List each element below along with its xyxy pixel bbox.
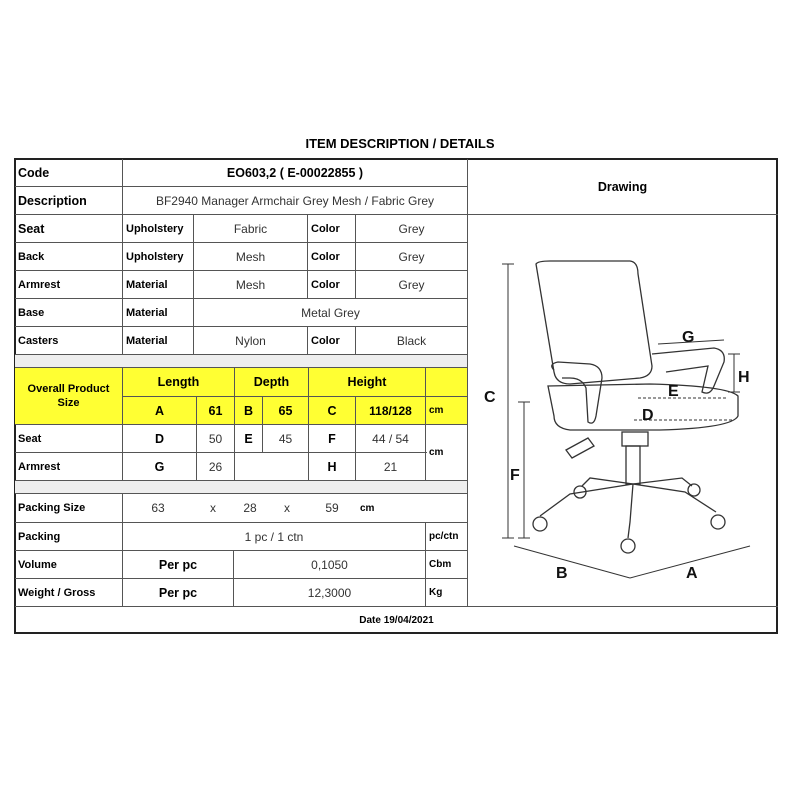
date-stamp: Date 19/04/2021 xyxy=(359,614,434,626)
weight-label: Weight / Gross xyxy=(18,586,96,599)
armrest-color-label: Color xyxy=(311,278,340,291)
volume-label: Volume xyxy=(18,558,57,571)
armrest-dims-label: Armrest xyxy=(18,460,61,473)
label-h: H xyxy=(738,369,750,386)
volume-unit: Cbm xyxy=(429,559,452,570)
caster-3 xyxy=(688,484,700,496)
casters-color-value: Black xyxy=(396,333,427,348)
dim-f-value: 44 / 54 xyxy=(372,431,409,446)
dim-g-key: G xyxy=(154,459,165,474)
packing-length: 63 xyxy=(151,501,165,515)
caster-5 xyxy=(621,539,635,553)
base-material-value: Metal Grey xyxy=(301,305,360,320)
base-label: Base xyxy=(18,306,45,319)
dim-h-key: H xyxy=(327,459,337,474)
armrest-material-value: Mesh xyxy=(235,277,266,292)
label-c: C xyxy=(484,389,496,406)
armrest-material-label: Material xyxy=(126,278,168,291)
casters-color-label: Color xyxy=(311,334,340,347)
packing-x2: x xyxy=(284,501,290,515)
casters-label: Casters xyxy=(18,334,59,347)
casters-material-label: Material xyxy=(126,334,168,347)
label-d: D xyxy=(642,407,654,424)
dim-f-key: F xyxy=(328,431,336,446)
back-color-label: Color xyxy=(311,250,340,263)
code-value: EO603,2 ( E-00022855 ) xyxy=(226,165,364,180)
back-upholstery-label: Upholstery xyxy=(126,250,184,263)
caster-1 xyxy=(533,517,547,531)
label-a: A xyxy=(686,565,698,582)
armrest-color-value: Grey xyxy=(398,277,425,292)
dim-c-key: C xyxy=(327,403,337,418)
packing-width: 28 xyxy=(243,501,257,515)
armrest-label: Armrest xyxy=(18,278,61,291)
packing-height: 59 xyxy=(325,501,339,515)
chair-lever xyxy=(566,438,594,458)
chair-left-armrest xyxy=(552,362,602,423)
label-b: B xyxy=(556,565,568,582)
description-label: Description xyxy=(18,193,87,208)
spacer-row xyxy=(15,481,467,493)
casters-material-value: Nylon xyxy=(235,333,266,348)
dim-d-value: 50 xyxy=(208,431,223,446)
code-label: Code xyxy=(18,165,50,180)
packing-label: Packing xyxy=(18,530,61,543)
volume-per: Per pc xyxy=(158,557,198,572)
dim-b-key: B xyxy=(243,403,254,418)
page-title: ITEM DESCRIPTION / DETAILS xyxy=(305,135,495,151)
drawing-label: Drawing xyxy=(597,179,648,194)
seat-color-value: Grey xyxy=(398,221,425,236)
length-header: Length xyxy=(157,375,200,389)
dim-d-key: D xyxy=(154,431,165,446)
dim-e-value: 45 xyxy=(278,431,293,446)
dim-g-value: 26 xyxy=(208,459,223,474)
overall-unit: cm xyxy=(429,405,444,416)
weight-unit: Kg xyxy=(429,587,443,598)
seat-upholstery-label: Upholstery xyxy=(126,222,184,235)
packing-x1: x xyxy=(210,501,216,515)
packing-size-label: Packing Size xyxy=(18,502,86,514)
back-color-value: Grey xyxy=(398,249,425,264)
spacer-row xyxy=(15,355,467,367)
back-upholstery-value: Mesh xyxy=(235,249,266,264)
packing-value: 1 pc / 1 ctn xyxy=(244,529,304,544)
chair-drawing xyxy=(470,216,776,604)
weight-value: 12,3000 xyxy=(307,585,352,600)
seat-dims-label: Seat xyxy=(18,432,42,445)
depth-header: Depth xyxy=(253,375,290,389)
label-f: F xyxy=(510,467,520,484)
seat-color-label: Color xyxy=(311,222,340,235)
dim-a-key: A xyxy=(154,403,165,418)
description-value: BF2940 Manager Armchair Grey Mesh / Fabric Grey xyxy=(155,193,435,208)
packing-unit: pc/ctn xyxy=(429,531,459,542)
volume-value: 0,1050 xyxy=(311,557,348,572)
packing-size-unit: cm xyxy=(360,502,375,514)
seat-upholstery-value: Fabric xyxy=(233,221,268,236)
back-label: Back xyxy=(18,250,45,263)
dim-c-value: 118/128 xyxy=(369,403,412,418)
chair-base xyxy=(540,478,716,538)
overall-size-label: Overall Product Size xyxy=(27,383,110,409)
dim-h-value: 21 xyxy=(383,459,398,474)
caster-4 xyxy=(711,515,725,529)
dim-e-key: E xyxy=(244,431,253,446)
chair-gas-lift xyxy=(626,446,640,484)
height-header: Height xyxy=(347,375,387,389)
base-material-label: Material xyxy=(126,306,168,319)
label-g: G xyxy=(682,329,695,346)
seat-label: Seat xyxy=(18,221,45,236)
dim-b-value: 65 xyxy=(278,403,293,418)
dim-a-value: 61 xyxy=(208,403,223,418)
label-e: E xyxy=(668,383,679,400)
dims-unit: cm xyxy=(429,447,444,458)
weight-per: Per pc xyxy=(158,585,198,600)
chair-mechanism xyxy=(622,432,648,446)
dim-line-b xyxy=(514,546,630,578)
